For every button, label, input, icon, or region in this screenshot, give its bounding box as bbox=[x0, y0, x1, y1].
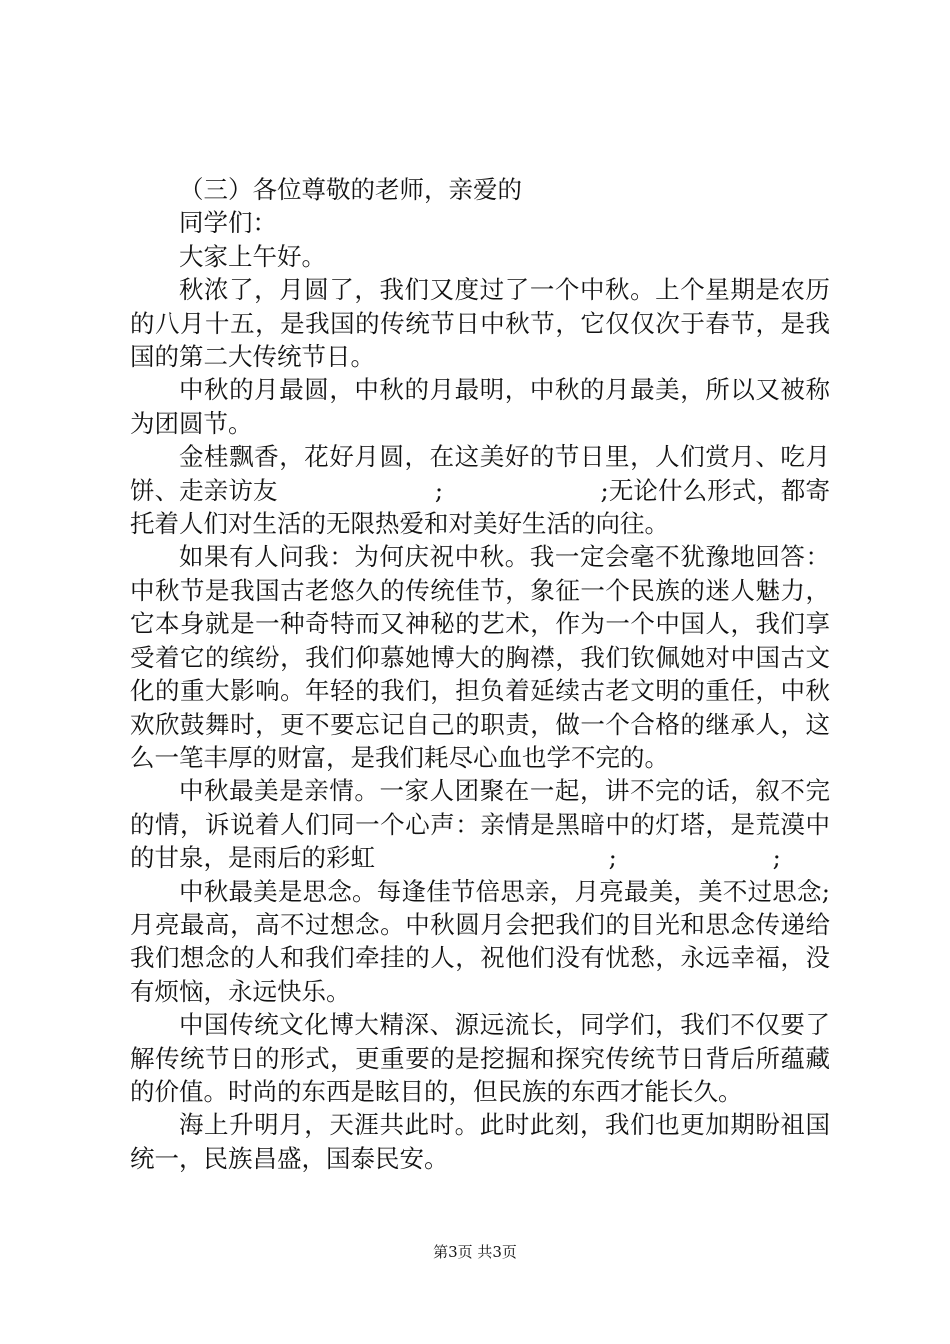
paragraph-closing: 海上升明月，天涯共此时。此时此刻，我们也更加期盼祖国统一，民族昌盛，国泰民安。 bbox=[130, 1110, 830, 1173]
paragraph-family-love: 中秋最美是亲情。一家人团聚在一起，讲不完的话，叙不完的情，诉说着人们同一个心声：亲情是黑暗中的灯塔，是荒漠中的甘泉，是雨后的彩虹 ; ; bbox=[130, 776, 830, 873]
paragraph-greeting-students: 同学们： bbox=[179, 208, 277, 238]
paragraph-good-morning: 大家上午好。 bbox=[179, 241, 326, 271]
paragraph-why-celebrate: 如果有人问我：为何庆祝中秋。我一定会毫不犹豫地回答：中秋节是我国古老悠久的传统佳节，象征一个民族的迷人魅力，它本身就是一种奇特而又神秘的艺术，作为一个中国人，我们享受着它的缤纷，我们仰慕她博大的胸襟，我们钦佩她对中国古文化的重大影响。年轻的我们，担负着延续古老文明的重任，中秋欢欣鼓舞时，更不要忘记自己的职责，做一个合格的继承人，这么一笔丰厚的财富，是我们耗尽心血也学不完的。 bbox=[130, 542, 830, 772]
page-number-footer: 第3页 共3页 bbox=[433, 1243, 517, 1261]
document-body bbox=[130, 173, 830, 1175]
paragraph-culture: 中国传统文化博大精深、源远流长，同学们，我们不仅要了解传统节日的形式，更重要的是挖掘和探究传统节日背后所蕴藏的价值。时尚的东西是眩目的，但民族的东西才能长久。 bbox=[130, 1010, 830, 1106]
paragraph-longing: 中秋最美是思念。每逢佳节倍思亲，月亮最美，美不过思念;月亮最高，高不过想念。中秋圆月会把我们的目光和思念传递给我们想念的人和我们牵挂的人，祝他们没有忧愁，永远幸福，没有烦恼，永远快乐。 bbox=[130, 876, 830, 1006]
paragraph-intro: 秋浓了，月圆了，我们又度过了一个中秋。上个星期是农历的八月十五，是我国的传统节日中秋节，它仅仅次于春节，是我国的第二大传统节日。 bbox=[130, 275, 830, 372]
paragraph-moon-roundest: 中秋的月最圆，中秋的月最明，中秋的月最美，所以又被称为团圆节。 bbox=[130, 375, 830, 438]
paragraph-osmanthus: 金桂飘香，花好月圆，在这美好的节日里，人们赏月、吃月饼、走亲访友 ; ;无论什么形式，都寄托着人们对生活的无限热爱和对美好生活的向往。 bbox=[130, 442, 830, 539]
paragraph-greeting-title: （三）各位尊敬的老师，亲爱的 bbox=[179, 175, 522, 204]
